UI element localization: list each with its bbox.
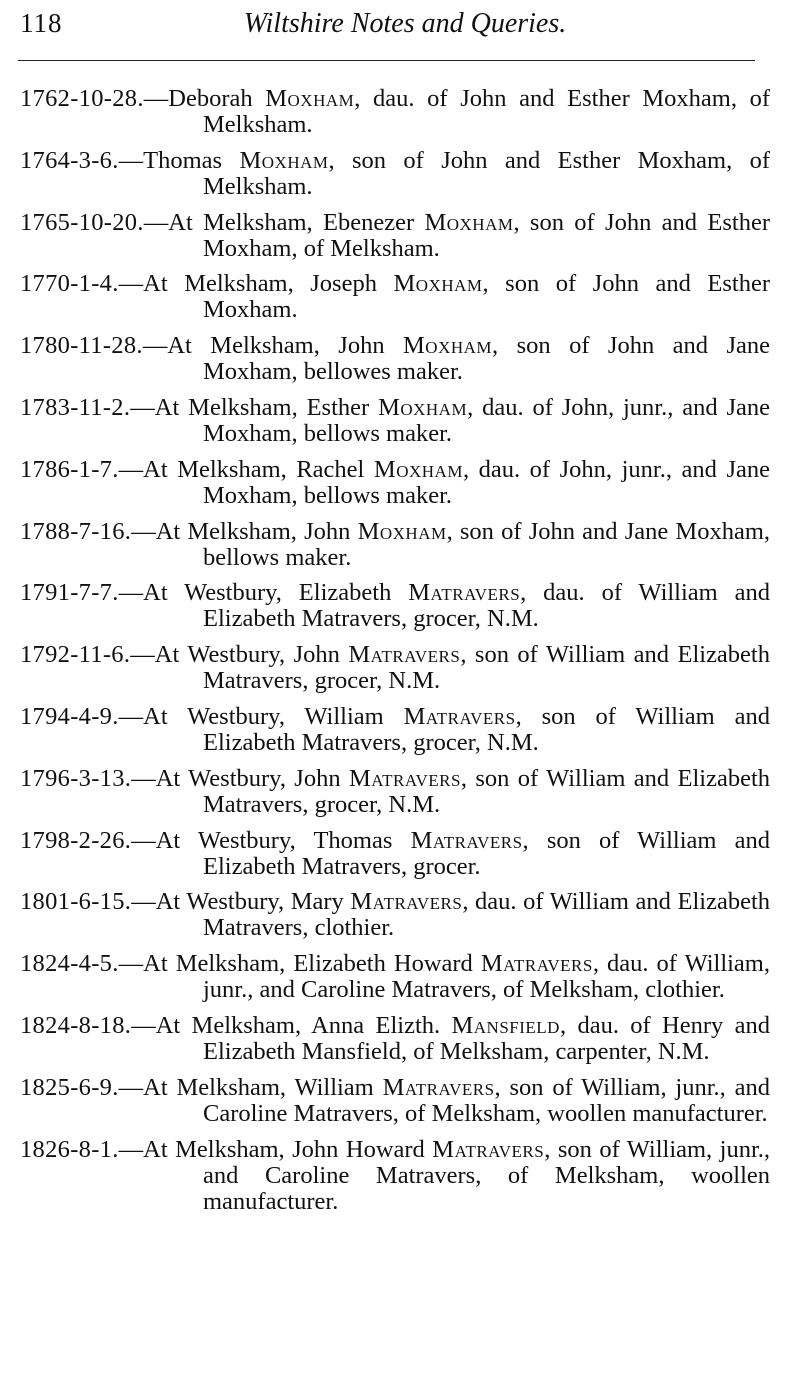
entry-surname: Matravers — [348, 764, 461, 792]
entry-surname: Matravers — [480, 950, 593, 978]
entry-text: —At Westbury, Thomas — [131, 826, 411, 854]
entry-date: 1796-3-13. — [20, 764, 132, 792]
entry — [20, 704, 770, 756]
entry-text: —At Melksham, Anna Elizth. — [131, 1011, 452, 1039]
entry-surname: Matravers — [350, 888, 463, 916]
entry-date: 1792-11-6. — [20, 641, 131, 669]
entry-text: —Thomas — [118, 146, 240, 174]
entry — [20, 457, 770, 509]
entry — [20, 519, 770, 571]
entry-text: —At Melksham, William — [118, 1073, 383, 1101]
entry-date: 1788-7-16. — [20, 517, 132, 545]
entry-surname: Moxham — [239, 146, 329, 174]
entry — [20, 1075, 770, 1127]
entry-surname: Matravers — [432, 1135, 545, 1163]
entry-text: —At Melksham, John — [131, 517, 358, 545]
entry-text: —At Westbury, Elizabeth — [118, 579, 409, 607]
entry — [20, 333, 770, 385]
entry — [20, 148, 770, 200]
entry — [20, 271, 770, 323]
entry-surname: Moxham — [373, 455, 463, 483]
entry-text: —At Westbury, Mary — [131, 888, 351, 916]
entry-text: —At Westbury, William — [118, 702, 404, 730]
entry-surname: Matravers — [382, 1073, 495, 1101]
entry-text: , son of William and Elizabeth Matravers, grocer. — [203, 826, 770, 880]
entry-text: , dau. of William and Elizabeth Matravers, clothier. — [203, 888, 771, 942]
entry-text: , dau. of William, junr., and Caroline Matravers, of Melksham, clothier. — [203, 950, 770, 1004]
entry-text: , son of John and Esther Moxham, of Melksham. — [203, 208, 770, 262]
entry-text: , son of John and Esther Moxham, of Melksham. — [203, 146, 770, 200]
entry-text: —At Melksham, Esther — [130, 393, 379, 421]
entry-surname: Moxham — [403, 332, 493, 360]
entry-text: —At Melksham, Ebenezer — [143, 208, 425, 236]
entry-text: , dau. of William and Elizabeth Matravers, grocer, N.M. — [203, 579, 770, 633]
entry — [20, 828, 770, 880]
entry-text: —At Melksham, Joseph — [118, 270, 394, 298]
entry-date: 1770-1-4. — [20, 270, 119, 298]
entry-text: , son of John and Esther Moxham. — [203, 270, 770, 324]
entry-surname: Mansfield — [451, 1011, 560, 1039]
entry-surname: Matravers — [348, 641, 461, 669]
entry — [20, 86, 770, 138]
entry-surname: Moxham — [393, 270, 483, 298]
entry-text: , dau. of John, junr., and Jane Moxham, bellows maker. — [203, 455, 771, 509]
entry — [20, 580, 770, 632]
entry — [20, 395, 770, 447]
header-rule — [18, 60, 755, 61]
page-number: 118 — [20, 8, 63, 38]
entry-text: , son of William and Elizabeth Matravers, grocer, N.M. — [203, 702, 770, 756]
entry — [20, 766, 770, 818]
entry-date: 1786-1-7. — [20, 455, 119, 483]
entry-text: , son of John and Jane Moxham, bellowes maker. — [203, 332, 770, 386]
entry-text: —At Melksham, Rachel — [118, 455, 374, 483]
entry-date: 1791-7-7. — [20, 579, 119, 607]
entry-surname: Matravers — [408, 579, 521, 607]
entry-text: , son of William, junr., and Caroline Matravers, of Melksham, woollen manufacturer. — [203, 1135, 771, 1215]
entry — [20, 210, 770, 262]
entry-date: 1801-6-15. — [20, 888, 132, 916]
entry-surname: Matravers — [403, 702, 516, 730]
entry-text: —At Westbury, John — [130, 641, 349, 669]
entry-text: —Deborah — [143, 85, 266, 112]
entry-date: 1762-10-28. — [20, 85, 144, 112]
entry — [20, 1013, 770, 1065]
page-header — [20, 8, 755, 48]
entry-text: —At Melksham, Elizabeth Howard — [118, 950, 481, 978]
entry — [20, 889, 770, 941]
entry-text: —At Westbury, John — [131, 764, 349, 792]
entry-date: 1825-6-9. — [20, 1073, 119, 1101]
entry-date: 1824-8-18. — [20, 1011, 132, 1039]
entry — [20, 642, 770, 694]
entry-date: 1765-10-20. — [20, 208, 144, 236]
entry-text: , son of John and Jane Moxham, bellows maker. — [203, 517, 770, 571]
entry-text: , son of William and Elizabeth Matravers, grocer, N.M. — [203, 764, 771, 818]
entry-date: 1824-4-5. — [20, 950, 119, 978]
entry-date: 1794-4-9. — [20, 702, 119, 730]
entry-surname: Moxham — [265, 85, 355, 112]
entry-surname: Moxham — [357, 517, 447, 545]
entry — [20, 1137, 770, 1215]
entry-surname: Moxham — [378, 393, 468, 421]
entry-date: 1783-11-2. — [20, 393, 131, 421]
entry-date: 1764-3-6. — [20, 146, 119, 174]
running-title: Wiltshire Notes and Queries. — [243, 8, 567, 39]
baptism-entries — [20, 86, 770, 1224]
entry-text: , son of William, junr., and Caroline Matravers, of Melksham, woollen manufacturer. — [203, 1073, 770, 1127]
entry-text: , dau. of John and Esther Moxham, of Melksham. — [203, 85, 771, 138]
entry — [20, 951, 770, 1003]
entry-surname: Moxham — [424, 208, 514, 236]
entry-date: 1826-8-1. — [20, 1135, 119, 1163]
entry-text: , dau. of John, junr., and Jane Moxham, bellows maker. — [203, 393, 770, 447]
entry-text: , dau. of Henry and Elizabeth Mansfield, of Melksham, carpenter, N.M. — [203, 1011, 770, 1065]
entry-date: 1780-11-28. — [20, 332, 143, 360]
entry-text: —At Melksham, John — [142, 332, 404, 360]
entry-text: —At Melksham, John Howard — [118, 1135, 433, 1163]
entry-surname: Matravers — [410, 826, 523, 854]
entry-text: , son of William and Elizabeth Matravers, grocer, N.M. — [203, 641, 770, 695]
entry-date: 1798-2-26. — [20, 826, 132, 854]
